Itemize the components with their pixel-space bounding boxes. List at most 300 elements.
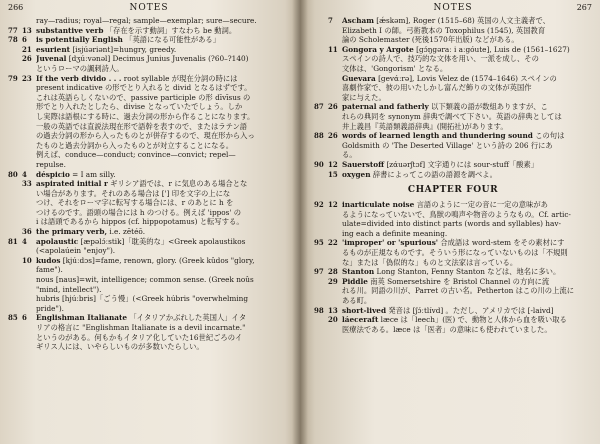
- note-line-ref: [22, 160, 36, 170]
- note-text: [342, 160, 592, 170]
- note-text: [342, 306, 592, 316]
- note-body: [zάuərʃtɔf] 文字通りには sour-stuff「酸素」: [386, 159, 539, 169]
- note-body: というローマの諷刺詩人。: [36, 63, 124, 73]
- note-line: [314, 45, 592, 55]
- note-headword: apolaustic: [36, 236, 79, 246]
- note-body: Long Stanton, Fenny Stanton などは、地名に多い。: [376, 267, 561, 277]
- note-line: [8, 83, 290, 93]
- note-body: [dʒúːvənəl] Decimus Junius Juvenalis (?60–?140): [68, 54, 249, 64]
- note-body: nous [naus]=wit, intelligence; common sense. (Greek noûs: [36, 275, 254, 285]
- note-body: この句は: [535, 131, 565, 141]
- note-page-ref: [8, 83, 22, 93]
- note-line-ref: 20: [328, 315, 338, 325]
- note-headword: Stanton: [342, 267, 375, 277]
- note-line-ref: 6: [22, 35, 27, 45]
- note-body: 論の Scholemaster (死後1570年出版) などがある。: [342, 35, 519, 45]
- note-page-ref: 95: [314, 238, 324, 248]
- right-page-number: 267: [576, 3, 592, 12]
- note-text: [36, 217, 290, 227]
- note-line-ref: [22, 131, 36, 141]
- note-page-ref: [8, 333, 22, 343]
- note-line: [8, 54, 290, 64]
- note-line: [8, 160, 290, 170]
- note-line-ref: [328, 248, 342, 258]
- note-body: 医療法である。læce は「医者」の意味にも使われていました。: [342, 324, 552, 334]
- note-line-ref: [22, 265, 36, 275]
- note-body: læce は「leech」(医) で、動物と人体から血を吸い取る: [380, 315, 567, 325]
- note-headword: láeceraft: [342, 315, 379, 325]
- note-text: [342, 26, 592, 36]
- note-text: [36, 26, 290, 36]
- note-line-ref: [328, 296, 342, 306]
- note-body: 以下類義の語が数組ありますが、こ: [431, 102, 548, 112]
- note-line: [8, 198, 290, 208]
- right-page: [300, 0, 600, 444]
- note-text: [36, 237, 290, 247]
- note-body: [kjúːdɔs]=fame, renown, glory. (Greek kûdos "glory,: [62, 255, 255, 265]
- note-page-ref: 87: [314, 102, 324, 112]
- note-line: [314, 229, 592, 239]
- note-line: [314, 258, 592, 268]
- note-line-ref: 26: [328, 102, 338, 112]
- note-text: [342, 93, 592, 103]
- note-page-ref: 92: [314, 200, 324, 210]
- note-headword: Gongora y Argote: [342, 44, 414, 54]
- book-gutter-shadow: [292, 0, 308, 444]
- right-notes-list: [314, 16, 592, 179]
- note-page-ref: [8, 45, 22, 55]
- note-line-ref: [22, 333, 36, 343]
- note-body: れらの典同を synonym 辞典で調べて下さい。英語の辞典としては: [342, 111, 562, 121]
- note-body: i は語頭であるから hippos (cf. hippopotamus) と転写する。: [36, 217, 244, 227]
- note-page-ref: [8, 323, 22, 333]
- chapter-notes-list: [314, 200, 592, 334]
- note-line-ref: [328, 26, 342, 36]
- note-page-ref: [314, 74, 328, 84]
- note-body: ある町。: [342, 296, 372, 306]
- note-text: [342, 286, 592, 296]
- note-page-ref: [8, 256, 22, 266]
- note-text: [342, 296, 592, 306]
- note-body: ulate=divided into distinct parts (words and syllables) hav-: [342, 219, 561, 229]
- note-text: [36, 141, 290, 151]
- note-line: [8, 333, 290, 343]
- note-line-ref: [22, 102, 36, 112]
- note-line-ref: 11: [328, 44, 338, 54]
- note-text: [342, 200, 592, 210]
- note-line: [314, 306, 592, 316]
- note-body: リアの格言に "Englishman Italianate is a devil incarnate.": [36, 323, 246, 332]
- note-text: [36, 16, 290, 26]
- note-page-ref: [314, 210, 328, 220]
- note-body: 辞書によってこの語の語源を調べよ。: [372, 169, 497, 179]
- note-line: [8, 26, 290, 36]
- note-page-ref: [314, 93, 328, 103]
- note-line-ref: [328, 258, 342, 268]
- note-page-ref: [314, 150, 328, 160]
- note-text: [36, 323, 290, 333]
- note-text: [342, 258, 592, 268]
- note-page-ref: [314, 16, 328, 26]
- note-line: [314, 267, 592, 277]
- note-body: root syllable が現在分詞の時には: [123, 73, 238, 83]
- note-text: [36, 179, 290, 189]
- note-body: ギリス人には、いやらしいものが多数いたらしい。: [36, 342, 204, 352]
- note-body: 形でとり入れたとしたら、divise となっていたでしょう。しか: [36, 102, 243, 112]
- note-line: [314, 325, 592, 335]
- note-body: 井上義昌『英語類義語辞典』(開拓社)があります。: [342, 121, 508, 131]
- note-body: るものが正規なものです。そういう形になっていないものは「不規則: [342, 248, 568, 258]
- note-line-ref: [22, 150, 36, 160]
- note-headword: paternal and fatherly: [342, 102, 429, 112]
- note-page-ref: [314, 258, 328, 268]
- note-line: [8, 304, 290, 314]
- note-line: [8, 256, 290, 266]
- note-line: [314, 93, 592, 103]
- note-page-ref: [8, 198, 22, 208]
- note-line: [8, 16, 290, 26]
- note-line-ref: [328, 286, 342, 296]
- note-headword: kudos: [36, 255, 61, 265]
- note-line-ref: 36: [22, 227, 32, 237]
- note-text: [36, 150, 290, 160]
- note-body: つけるのです。語頭の場合には h のつける。例えば 'ippos' の: [36, 207, 242, 217]
- note-text: [36, 294, 290, 304]
- note-page-ref: [8, 179, 22, 189]
- note-line-ref: [328, 219, 342, 229]
- note-line: [8, 131, 290, 141]
- note-page-ref: [8, 102, 22, 112]
- note-text: [342, 210, 592, 220]
- note-text: [36, 189, 290, 199]
- left-running-title: NOTES: [129, 3, 169, 13]
- note-text: [342, 102, 592, 112]
- note-line: [314, 200, 592, 210]
- note-line: [8, 112, 290, 122]
- note-body: 喜劇作家で、彼の用いたしかし富んだ飾りの文体が英国作: [342, 83, 532, 93]
- note-page-ref: [314, 45, 328, 55]
- note-line-ref: [22, 64, 36, 74]
- note-line: [8, 237, 290, 247]
- note-text: [342, 238, 592, 248]
- note-line-ref: 12: [328, 159, 338, 169]
- note-line: [8, 246, 290, 256]
- note-text: [36, 275, 290, 285]
- note-line-ref: [328, 122, 342, 132]
- note-line-ref: 12: [328, 200, 338, 210]
- note-line: [314, 35, 592, 45]
- note-line-ref: 28: [328, 267, 338, 277]
- note-body: というのがある。何もかもイタリア化していた16世紀ごろのイ: [36, 332, 243, 342]
- note-text: [342, 248, 592, 258]
- note-line-ref: 4: [22, 169, 27, 179]
- note-line: [8, 217, 290, 227]
- note-body: "mind, intellect").: [36, 284, 102, 294]
- note-body: i.e. zētéō.: [109, 227, 146, 237]
- note-line-ref: [22, 189, 36, 199]
- note-text: [342, 325, 592, 335]
- note-line-ref: 7: [328, 16, 333, 25]
- note-page-ref: [314, 83, 328, 93]
- note-headword: aspirated initial r: [36, 179, 108, 189]
- note-body: ギリシア語では、r に気息のある場合とな: [110, 179, 248, 189]
- note-line-ref: [22, 275, 36, 285]
- note-body: れる川。同語の川が、Parret の古い名。Petherton はこの川の上流に: [342, 286, 574, 296]
- note-line-ref: [328, 93, 342, 103]
- note-line: [8, 275, 290, 285]
- note-text: [342, 315, 592, 325]
- note-body: 「イタリアかぶれした英国人」イタ: [129, 313, 247, 323]
- note-page-ref: [8, 342, 22, 352]
- note-text: [342, 64, 592, 74]
- note-line: [8, 74, 290, 84]
- note-line: [8, 179, 290, 189]
- note-body: 家に与えた。: [342, 92, 386, 102]
- note-line: [8, 265, 290, 275]
- note-line: [8, 45, 290, 55]
- note-line: [314, 122, 592, 132]
- note-page-ref: [8, 131, 22, 141]
- note-page-ref: [314, 112, 328, 122]
- note-text: [36, 256, 290, 266]
- note-text: [342, 54, 592, 64]
- note-line: [314, 315, 592, 325]
- note-page-ref: [8, 122, 22, 132]
- note-line: [8, 285, 290, 295]
- note-body: [gevάːrə], Lovis Velez de (1574–1646) スペインの: [378, 73, 557, 83]
- chapter-heading: CHAPTER FOUR: [407, 185, 499, 196]
- note-line-ref: [328, 325, 342, 335]
- note-line-ref: [328, 210, 342, 220]
- note-line-ref: [22, 208, 36, 218]
- note-body: たものと過去分詞から入ったものとが対立することになる。: [36, 140, 234, 150]
- note-line: [8, 150, 290, 160]
- note-line-ref: [22, 323, 36, 333]
- note-page-ref: 97: [314, 267, 324, 277]
- note-text: [36, 83, 290, 93]
- note-line: [314, 112, 592, 122]
- note-body: fame").: [36, 265, 63, 275]
- note-line: [8, 313, 290, 323]
- note-line-ref: [328, 141, 342, 151]
- note-page-ref: [8, 150, 22, 160]
- note-page-ref: [314, 219, 328, 229]
- note-line-ref: [328, 35, 342, 45]
- note-text: [342, 141, 592, 151]
- note-headword: Guevara: [342, 73, 376, 83]
- note-body: の過去分詞の形から入ったものとが併存するので、現在形から入っ: [36, 131, 255, 141]
- note-page-ref: [8, 93, 22, 103]
- note-page-ref: [8, 217, 22, 227]
- note-headword: oxygen: [342, 169, 371, 179]
- note-line: [314, 277, 592, 287]
- note-body: な」または「偽似的な」ものと文法家は言っている。: [342, 257, 518, 267]
- note-line: [8, 208, 290, 218]
- note-page-ref: 81: [8, 236, 18, 246]
- note-page-ref: [8, 246, 22, 256]
- note-text: [36, 198, 290, 208]
- note-page-ref: [314, 248, 328, 258]
- note-line: [314, 141, 592, 151]
- note-page-ref: [8, 208, 22, 218]
- note-body: 「存在を示す動詞」すなわち be 動詞。: [105, 25, 237, 35]
- note-text: [36, 64, 290, 74]
- note-body: ray—radius; royal—regal; sample—exemplar; sure—secure.: [36, 16, 257, 25]
- note-page-ref: [314, 122, 328, 132]
- note-line: [314, 74, 592, 84]
- note-line: [8, 122, 290, 132]
- note-line-ref: [22, 83, 36, 93]
- note-text: [36, 102, 290, 112]
- note-page-ref: [8, 16, 22, 26]
- note-page-ref: [8, 54, 22, 64]
- note-page-ref: [314, 296, 328, 306]
- note-body: 発音は [ʃɔ́ːtlívd] 。ただし、アメリカでは [-laivd]: [388, 305, 554, 315]
- note-text: [36, 35, 290, 45]
- note-page-ref: [8, 304, 22, 314]
- note-text: [36, 208, 290, 218]
- note-page-ref: [8, 227, 22, 237]
- note-page-ref: [314, 26, 328, 36]
- note-headword: Sauerstoff: [342, 159, 385, 169]
- note-text: [342, 277, 592, 287]
- note-body: い場合があります。それのある場合は ['] 印を文字の上にな: [36, 188, 231, 198]
- right-running-title: NOTES: [433, 3, 473, 13]
- note-line-ref: [22, 93, 36, 103]
- note-text: [342, 131, 592, 141]
- note-text: [36, 54, 290, 64]
- note-line-ref: [22, 198, 36, 208]
- note-line-ref: 26: [22, 54, 32, 64]
- note-headword: Ascham: [342, 16, 374, 25]
- note-line-ref: [328, 112, 342, 122]
- note-body: これは英語らしくないので、passive participle の形 dīvīsus の: [36, 92, 251, 102]
- note-line-ref: 15: [328, 169, 338, 179]
- note-body: る。: [342, 150, 357, 160]
- note-line-ref: 10: [22, 255, 32, 265]
- note-body: = I am silly.: [72, 169, 116, 179]
- note-text: [36, 246, 290, 256]
- note-text: [36, 304, 290, 314]
- note-text: [342, 267, 592, 277]
- note-page-ref: [314, 141, 328, 151]
- note-page-ref: [314, 229, 328, 239]
- note-line: [8, 342, 290, 352]
- note-headword: substantive verb: [36, 25, 104, 35]
- note-text: [36, 160, 290, 170]
- right-page-header: [314, 3, 592, 16]
- note-body: ing each a definite meaning.: [342, 228, 448, 238]
- note-headword: Englishman Italianate: [36, 313, 128, 323]
- note-page-ref: [314, 54, 328, 64]
- note-headword: Juvenal: [36, 54, 67, 64]
- note-body: [isjúəriənt]=hungry, greedy.: [72, 44, 177, 54]
- note-line-ref: 13: [328, 305, 338, 315]
- note-text: [36, 122, 290, 132]
- note-line: [314, 170, 592, 180]
- note-line-ref: [328, 54, 342, 64]
- note-page-ref: 90: [314, 159, 324, 169]
- note-text: [342, 74, 592, 84]
- note-line-ref: [22, 122, 36, 132]
- note-line: [314, 83, 592, 93]
- note-line-ref: [328, 83, 342, 93]
- note-page-ref: [314, 170, 328, 180]
- note-body: し実際は語根にする時に、過去分詞の形から作ることになります。: [36, 111, 255, 121]
- note-text: [342, 112, 592, 122]
- note-body: [ǽskəm], Roger (1515–68) 英国の人文主義者で、: [376, 16, 550, 25]
- note-line: [314, 210, 592, 220]
- note-line-ref: [328, 64, 342, 74]
- note-line: [8, 102, 290, 112]
- note-line: [314, 248, 592, 258]
- note-page-ref: [8, 189, 22, 199]
- note-line-ref: 4: [22, 236, 27, 246]
- note-text: [36, 313, 290, 323]
- note-line: [314, 286, 592, 296]
- left-notes-list: [8, 16, 290, 352]
- note-line-ref: [22, 294, 36, 304]
- note-line: [8, 141, 290, 151]
- note-text: [36, 45, 290, 55]
- note-line: [314, 150, 592, 160]
- note-page-ref: [8, 141, 22, 151]
- note-text: [36, 333, 290, 343]
- note-line-ref: 22: [328, 238, 338, 248]
- note-body: 言語のように一定の音に一定の意味があ: [416, 200, 548, 210]
- note-page-ref: [8, 265, 22, 275]
- note-page-ref: [314, 315, 328, 325]
- note-page-ref: [8, 160, 22, 170]
- note-line-ref: 6: [22, 313, 27, 323]
- note-text: [342, 16, 592, 26]
- note-headword: 'improper' or 'spurious': [342, 238, 439, 248]
- note-line: [8, 294, 290, 304]
- note-line-ref: [22, 342, 36, 352]
- note-headword: Piddle: [342, 276, 368, 286]
- note-page-ref: [8, 275, 22, 285]
- note-text: [342, 35, 592, 45]
- note-body: repulse.: [36, 159, 66, 169]
- note-page-ref: [314, 64, 328, 74]
- note-line-ref: 26: [328, 131, 338, 141]
- note-line: [314, 26, 592, 36]
- note-headword: short-lived: [342, 305, 387, 315]
- note-line: [8, 323, 290, 333]
- note-body: [gɔ́ŋgəraː i aːgóute], Luis de (1561–1627): [416, 44, 570, 54]
- note-line: [314, 296, 592, 306]
- note-text: [342, 122, 592, 132]
- note-body: 合成語は word-stem をその素材にす: [440, 238, 565, 248]
- note-body: Goldsmith の 'The Deserted Village' という詩の 206 行にあ: [342, 140, 553, 150]
- note-text: [36, 342, 290, 352]
- note-text: [342, 45, 592, 55]
- note-headword: inarticulate noise: [342, 200, 415, 210]
- note-line: [314, 219, 592, 229]
- note-page-ref: [314, 277, 328, 287]
- note-body: 一般の英語では直説法現在形で語幹を表すので、またはラテン語: [36, 121, 248, 131]
- note-line: [8, 170, 290, 180]
- note-page-ref: 80: [8, 169, 18, 179]
- note-body: [æpəlɔ́ːstik]「耽美的な」<Greek apolaustikos: [80, 236, 246, 246]
- note-line-ref: [22, 217, 36, 227]
- note-headword: déspicio: [36, 169, 70, 179]
- note-text: [36, 227, 290, 237]
- left-page-header: [8, 3, 290, 16]
- note-line-ref: 29: [328, 276, 338, 286]
- note-line-ref: [22, 285, 36, 295]
- note-page-ref: [314, 35, 328, 45]
